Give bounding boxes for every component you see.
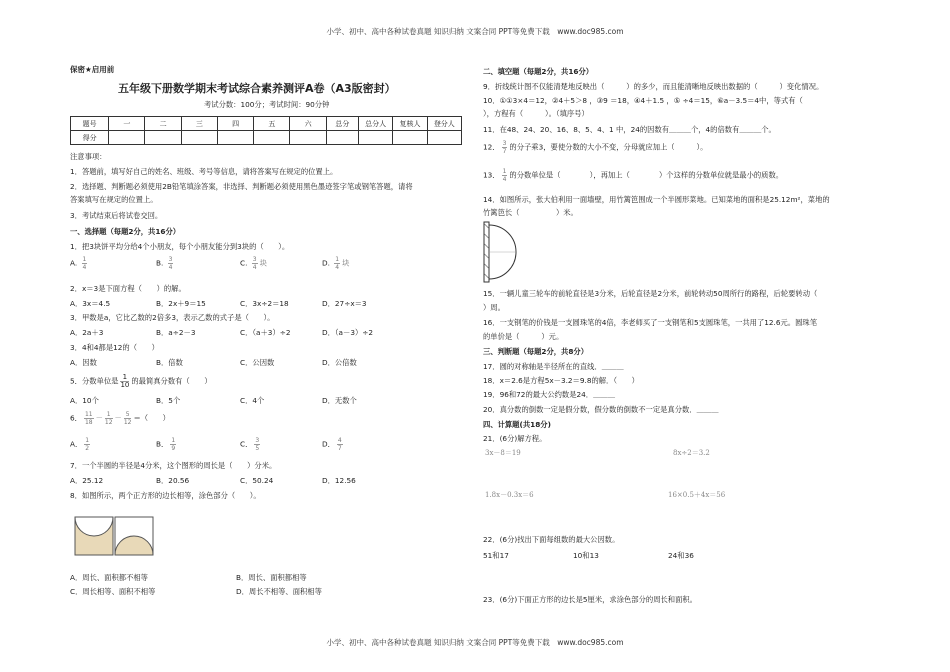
score-header-cell: 三 — [181, 117, 217, 131]
q8-option-b[interactable]: B．周长、面积都相等 — [236, 573, 307, 582]
fraction: $\frac{1}{4}$ — [335, 256, 340, 271]
question-14-cont: 竹篱笆长（ ）米。 — [483, 208, 578, 217]
q1-option-a[interactable]: A. $\frac{1}{4}$ — [70, 256, 87, 271]
question-22: 22．(6分)找出下面每组数的最大公因数。 — [483, 535, 620, 544]
q5-option-d[interactable]: D．无数个 — [322, 396, 357, 405]
score-cell[interactable] — [326, 131, 358, 145]
score-cell[interactable] — [254, 131, 290, 145]
score-row-label: 得分 — [71, 131, 109, 145]
question-12: 12． $\frac{3}{7}$ 的分子乘3，要使分数的大小不变，分母就应加上（ ）。 — [483, 140, 708, 155]
q2-option-b[interactable]: B．2x＋9＝15 — [156, 299, 206, 308]
score-header-cell: 复核人 — [393, 117, 427, 131]
equation: 16×0.5＋4x＝56 — [668, 491, 726, 499]
question-7: 7．一个半圆的半径是4分米，这个图形的周长是（ ）分米。 — [70, 461, 277, 470]
score-table-score-row — [71, 131, 462, 145]
score-table — [70, 116, 462, 145]
question-11: 11．在48、24、20、16、8、5、4、1 中，24的因数有＿＿＿个，4的倍数有＿＿＿个。 — [483, 125, 776, 134]
number-set: 24和36 — [668, 551, 694, 560]
question-16: 16．一支钢笔的价钱是一支圆珠笔的4倍，李老师买了一支钢笔和5支圆珠笔，一共用了12.6元。圆珠笔 — [483, 318, 817, 327]
question-10: 10．①①3×4＝12，②4＋5＞8 ，③9 ＝18，④4＋1.5 ，⑤ ÷4＝15，⑥a－3.5＝4中，等式有（ — [483, 96, 803, 105]
question-23: 23．(6分)下面正方形的边长是5厘米，求涂色部分的周长和面积。 — [483, 595, 697, 604]
score-cell[interactable] — [393, 131, 427, 145]
q1-option-c[interactable]: C. $\frac{3}{4}$ 块 — [240, 256, 267, 271]
fraction: $\frac{1}{4}$ — [82, 256, 87, 271]
score-header-cell: 登分人 — [427, 117, 461, 131]
q8-option-c[interactable]: C．周长相等、面积不相等 — [70, 587, 156, 596]
q5-option-a[interactable]: A．10个 — [70, 396, 99, 405]
question-9: 9．折线统计图不仅能清楚地反映出（ ）的多少，而且能清晰地反映出数据的（ ）变化情况。 — [483, 82, 824, 91]
q8-option-a[interactable]: A．周长、面积都不相等 — [70, 573, 148, 582]
header-banner: 小学、初中、高中各种试卷真题 知识归纳 文案合同 PPT等免费下载 www.doc985.com — [326, 27, 624, 36]
question-19: 19．96和72的最大公约数是24．＿＿＿ — [483, 390, 615, 399]
q1-option-d[interactable]: D. $\frac{1}{4}$ 块 — [322, 256, 350, 271]
score-cell[interactable] — [181, 131, 217, 145]
fraction: $\frac{3}{4}$ — [252, 256, 257, 271]
notice-line: 3．考试结束后将试卷交回。 — [70, 211, 163, 220]
fraction: $\frac{4}{7}$ — [337, 437, 342, 452]
exam-info: 考试分数：100分；考试时间：90分钟 — [204, 100, 330, 109]
footer-banner: 小学、初中、高中各种试卷真题 知识归纳 文案合同 PPT等免费下载 www.doc985.com — [326, 638, 624, 647]
score-header-cell: 一 — [109, 117, 145, 131]
question-17: 17．圆的对称轴是半径所在的直线．＿＿＿ — [483, 362, 624, 371]
fraction: $\frac{1}{2}$ — [85, 437, 90, 452]
question-4: 3．4和4都是12的（ ） — [70, 343, 159, 352]
fraction: $\frac{3}{4}$ — [168, 256, 173, 271]
q4-option-d[interactable]: D．公倍数 — [322, 358, 357, 367]
score-header-cell: 四 — [217, 117, 253, 131]
question-8: 8．如图所示，两个正方形的边长相等，涂色部分（ ）。 — [70, 491, 261, 500]
question-14: 14．如图所示，张大伯利用一面墙壁，用竹篱笆围成一个半圆形菜地。已知菜地的面积是25.12m²，菜地的 — [483, 195, 830, 204]
score-header-cell: 六 — [290, 117, 326, 131]
secret-label: 保密★启用前 — [70, 65, 115, 74]
score-table-header-row — [71, 117, 462, 131]
question-18: 18．x＝2.6是方程5x－3.2＝9.8的解．（ ） — [483, 376, 639, 385]
number-set: 10和13 — [573, 551, 599, 560]
q6-option-c[interactable]: C． $\frac{3}{5}$ — [240, 437, 260, 452]
fraction: $\frac{3}{7}$ — [502, 140, 507, 155]
notice-title: 注意事项： — [70, 152, 107, 161]
q3-option-c[interactable]: C．（a＋3）÷2 — [240, 328, 291, 337]
score-cell[interactable] — [427, 131, 461, 145]
q1-option-b[interactable]: B. $\frac{3}{4}$ — [156, 256, 173, 271]
fraction: $\frac{3}{5}$ — [255, 437, 260, 452]
question-5: 5．分数单位是 $\frac{1}{10}$ 的最简真分数有（ ） — [70, 373, 212, 389]
score-cell[interactable] — [217, 131, 253, 145]
fraction: $\frac{1}{9}$ — [171, 437, 176, 452]
question-20: 20．真分数的倒数一定是假分数，假分数的倒数不一定是真分数．＿＿＿ — [483, 405, 719, 414]
question-1: 1．把3块饼平均分给4个小朋友，每个小朋友能分到3块的（ ）。 — [70, 242, 290, 251]
section-calc-title: 四、计算题(共18分) — [483, 420, 551, 429]
score-header-cell: 总分人 — [359, 117, 393, 131]
q6-option-a[interactable]: A． $\frac{1}{2}$ — [70, 437, 90, 452]
question-3: 3．甲数是a，它比乙数的2倍多3，表示乙数的式子是（ ）。 — [70, 313, 275, 322]
question-2: 2．x＝3是下面方程（ ）的解。 — [70, 284, 186, 293]
section-choice-title: 一、选择题（每题2分，共16分） — [70, 227, 181, 236]
fraction: $\frac{11}{18}$ — [84, 411, 93, 426]
q2-option-d[interactable]: D．27÷x＝3 — [322, 299, 367, 308]
question-10-cont: ），方程有（ ）。（填序号） — [483, 109, 589, 118]
q7-option-b[interactable]: B．20.56 — [156, 476, 190, 485]
question-15: 15．一辆儿童三轮车的前轮直径是3分米，后轮直径是2分米，前轮转动50周所行的路程，后轮要转动（ — [483, 289, 818, 298]
q7-option-c[interactable]: C．50.24 — [240, 476, 274, 485]
score-cell[interactable] — [109, 131, 145, 145]
score-header-cell: 五 — [254, 117, 290, 131]
score-cell[interactable] — [359, 131, 393, 145]
notice-line: 2．选择题、判断题必须使用2B铅笔填涂答案，非选择、判断题必须使用黑色墨迹签字笔或钢笔答题，请将 — [70, 182, 413, 191]
score-cell[interactable] — [290, 131, 326, 145]
q5-option-b[interactable]: B．5个 — [156, 396, 181, 405]
q3-option-b[interactable]: B．a÷2－3 — [156, 328, 196, 337]
notice-line: 1．答题前，填写好自己的姓名、班级、考号等信息，请将答案写在规定的位置上。 — [70, 167, 338, 176]
q4-option-a[interactable]: A．因数 — [70, 358, 97, 367]
question-21: 21．(6分)解方程。 — [483, 434, 547, 443]
question-15-cont: ）周。 — [483, 303, 505, 312]
q3-option-a[interactable]: A．2a＋3 — [70, 328, 104, 337]
fraction: $\frac{1}{12}$ — [104, 411, 113, 426]
q2-option-c[interactable]: C．3x÷2＝18 — [240, 299, 289, 308]
q4-option-b[interactable]: B．倍数 — [156, 358, 183, 367]
fraction: $\frac{1}{10}$ — [120, 373, 130, 389]
q7-option-a[interactable]: A．25.12 — [70, 476, 104, 485]
q3-option-d[interactable]: D．（a－3）÷2 — [322, 328, 374, 337]
notice-line: 答案填写在规定的位置上。 — [70, 195, 158, 204]
fraction: $\frac{1}{4}$ — [502, 168, 507, 183]
question-16-cont: 的单价是（ ）元。 — [483, 332, 564, 341]
q7-option-d[interactable]: D．12.56 — [322, 476, 356, 485]
number-set: 51和17 — [483, 551, 509, 560]
question-6: 6． $\frac{11}{18}$ － $\frac{1}{12}$ － $\frac{5}{12}$ ＝（ ） — [70, 411, 170, 426]
q8-option-d[interactable]: D．周长不相等、面积相等 — [236, 587, 322, 596]
fraction: $\frac{5}{12}$ — [123, 411, 132, 426]
equation: 1.8x－0.3x＝6 — [485, 491, 534, 499]
q5-option-c[interactable]: C．4个 — [240, 396, 265, 405]
section-fill-title: 二、填空题（每题2分，共16分） — [483, 67, 594, 76]
wall-semicircle-figure — [483, 220, 543, 286]
q6-option-d[interactable]: D． $\frac{4}{7}$ — [322, 437, 342, 452]
q2-option-a[interactable]: A．3x＝4.5 — [70, 299, 111, 308]
two-squares-figure — [74, 516, 154, 558]
exam-title: 五年级下册数学期末考试综合素养测评A卷（A3版密封） — [118, 82, 396, 95]
score-header-cell: 二 — [145, 117, 181, 131]
equation: 8x÷2＝3.2 — [673, 449, 710, 457]
score-cell[interactable] — [145, 131, 181, 145]
q4-option-c[interactable]: C．公因数 — [240, 358, 275, 367]
equation: 3x－8＝19 — [485, 449, 521, 457]
section-judge-title: 三、判断题（每题2分，共8分） — [483, 347, 589, 356]
score-header-cell: 题号 — [71, 117, 109, 131]
score-header-cell: 总分 — [326, 117, 358, 131]
question-13: 13． $\frac{1}{4}$ 的分数单位是（ ），再加上（ ）个这样的分数单位就是最小的质数。 — [483, 168, 784, 183]
q6-option-b[interactable]: B． $\frac{1}{9}$ — [156, 437, 176, 452]
